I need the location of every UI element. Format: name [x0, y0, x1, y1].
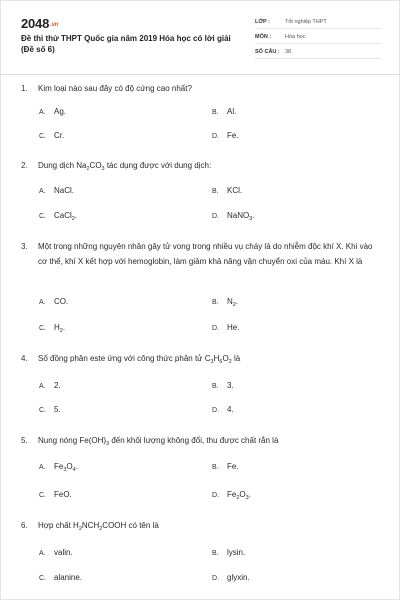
text-run: . — [75, 462, 78, 471]
option-letter: C. — [39, 325, 46, 332]
option-3a[interactable] — [39, 297, 68, 306]
question-number: 2. — [21, 161, 28, 170]
text-run: H — [54, 323, 60, 332]
subscript: 2 — [86, 166, 90, 172]
option-letter: C. — [39, 133, 46, 140]
exam-header — [1, 1, 399, 75]
question-stem — [21, 433, 381, 448]
option-letter: C. — [39, 213, 46, 220]
option-letter: C. — [39, 575, 46, 582]
option-letter: B. — [212, 464, 219, 471]
option-letter: D. — [212, 575, 219, 582]
question-3 — [21, 239, 381, 269]
option-letter: C. — [39, 492, 46, 499]
question-number: 5. — [21, 436, 28, 445]
question-stem — [21, 518, 381, 533]
question-text — [38, 351, 381, 366]
text-run: đến khối lượng không đổi, thu được chất rắn là — [109, 436, 279, 445]
text-run: FeO. — [54, 490, 72, 499]
text-run: Dung dịch Na — [38, 161, 87, 170]
question-text — [38, 433, 381, 448]
option-text — [54, 490, 72, 499]
option-2a[interactable] — [39, 186, 74, 195]
option-letter: B. — [212, 109, 219, 116]
question-1 — [21, 81, 381, 96]
question-2 — [21, 158, 381, 173]
option-letter: D. — [212, 492, 219, 499]
text-run: 5. — [54, 405, 61, 414]
question-stem — [21, 351, 381, 366]
option-letter: B. — [212, 383, 219, 390]
exam-title: Đề thi thử THPT Quốc gia năm 2019 Hóa học có lời giải (Đề số 6) — [21, 34, 231, 54]
text-run: Ag. — [54, 107, 67, 116]
option-6c[interactable] — [39, 573, 82, 582]
text-run: CO. — [54, 297, 69, 306]
option-2d[interactable] — [212, 211, 255, 220]
subscript: 2 — [71, 216, 75, 222]
subscript: 2 — [232, 302, 236, 308]
option-letter: A. — [39, 550, 46, 557]
option-6d[interactable] — [212, 573, 250, 582]
text-run: KCl. — [227, 186, 243, 195]
text-run: Nung nóng Fe(OH) — [38, 436, 107, 445]
option-letter: B. — [212, 188, 219, 195]
meta-row-subject — [255, 31, 381, 44]
option-text — [227, 490, 251, 499]
question-text — [38, 239, 381, 269]
text-run: Fe — [227, 490, 237, 499]
subscript: 3 — [249, 216, 253, 222]
option-letter: B. — [212, 550, 219, 557]
text-run: CaCl — [54, 211, 72, 220]
text-run: . — [62, 323, 66, 332]
option-text — [227, 323, 239, 332]
option-5c[interactable] — [39, 490, 72, 499]
subscript: 2 — [78, 526, 82, 532]
subscript: 2 — [236, 495, 240, 501]
question-number: 1. — [21, 84, 28, 93]
option-1a[interactable] — [39, 107, 66, 116]
option-letter: D. — [212, 325, 219, 332]
text-run: CO — [89, 161, 102, 170]
text-run: Cr. — [54, 131, 65, 140]
text-run: H — [213, 354, 220, 363]
option-text — [54, 107, 66, 116]
option-1d[interactable] — [212, 131, 239, 140]
exam-meta — [255, 16, 381, 61]
text-run: He. — [227, 323, 240, 332]
option-1c[interactable] — [39, 131, 64, 140]
text-run: . — [252, 211, 255, 220]
option-text — [227, 462, 239, 471]
option-letter: A. — [39, 383, 46, 390]
option-3b[interactable] — [212, 297, 238, 306]
subscript: 2 — [228, 359, 232, 365]
option-6b[interactable] — [212, 548, 245, 557]
option-text — [54, 462, 78, 471]
option-text — [54, 548, 73, 557]
question-number: 4. — [21, 354, 28, 363]
text-run: tác dụng được với dung dịch: — [104, 161, 212, 170]
text-run: Al. — [227, 107, 237, 116]
option-letter: D. — [212, 133, 219, 140]
option-4a[interactable] — [39, 381, 61, 390]
meta-row-class — [255, 16, 381, 29]
option-letter: C. — [39, 407, 46, 414]
text-run: lysin. — [227, 548, 246, 557]
option-1b[interactable] — [212, 107, 236, 116]
option-text — [227, 186, 242, 195]
option-3d[interactable] — [212, 323, 239, 332]
text-run: O — [66, 462, 73, 471]
text-run: 2. — [54, 381, 61, 390]
question-6 — [21, 518, 381, 533]
subscript: 3 — [63, 467, 67, 473]
logo-suffix: .vn — [50, 21, 59, 28]
text-run: Fe. — [227, 131, 239, 140]
text-run: valin. — [54, 548, 73, 557]
option-4d[interactable] — [212, 405, 234, 414]
meta-value: 38 — [285, 49, 292, 55]
subscript: 6 — [219, 359, 223, 365]
question-5 — [21, 433, 381, 448]
subscript: 2 — [99, 526, 103, 532]
text-run: . — [235, 297, 239, 306]
option-text — [227, 548, 245, 557]
meta-row-count — [255, 46, 381, 59]
option-letter: A. — [39, 188, 46, 195]
site-logo[interactable] — [21, 16, 58, 31]
text-run: NCH — [81, 521, 100, 530]
subscript: 3 — [101, 166, 105, 172]
text-run: Hợp chất H — [38, 521, 79, 530]
text-run: 3. — [227, 381, 234, 390]
option-letter: A. — [39, 109, 46, 116]
option-3c[interactable] — [39, 323, 65, 332]
subscript: 3 — [210, 359, 214, 365]
question-4 — [21, 351, 381, 366]
option-2b[interactable] — [212, 186, 242, 195]
option-4b[interactable] — [212, 381, 234, 390]
option-4c[interactable] — [39, 405, 61, 414]
subscript: 3 — [245, 495, 249, 501]
text-run: glyxin. — [227, 573, 250, 582]
option-text — [54, 573, 82, 582]
meta-label: LỚP : — [255, 19, 270, 25]
text-run: . — [248, 490, 251, 499]
text-run: . — [74, 211, 78, 220]
question-stem — [21, 81, 381, 96]
option-5a[interactable] — [39, 462, 78, 471]
question-text — [38, 518, 381, 533]
option-letter: A. — [39, 464, 46, 471]
meta-label: SỐ CÂU : — [255, 49, 280, 55]
text-run: Fe — [54, 462, 64, 471]
text-run: là — [231, 354, 241, 363]
logo-text: 2048 — [21, 16, 50, 31]
option-text — [54, 186, 74, 195]
option-5b[interactable] — [212, 462, 239, 471]
option-text — [54, 381, 61, 390]
text-run: Fe. — [227, 462, 239, 471]
subscript: 3 — [106, 441, 110, 447]
text-run: alanine. — [54, 573, 83, 582]
option-text — [227, 211, 255, 220]
option-2c[interactable] — [39, 211, 77, 220]
text-run: O — [239, 490, 246, 499]
option-text — [54, 131, 64, 140]
option-text — [227, 381, 234, 390]
text-run: N — [227, 297, 233, 306]
option-text — [227, 131, 239, 140]
question-stem — [21, 239, 381, 269]
question-number: 3. — [21, 242, 28, 251]
text-run: Kim loại nào sau đây có độ cứng cao nhất? — [38, 84, 192, 93]
option-5d[interactable] — [212, 490, 251, 499]
question-stem — [21, 158, 381, 173]
text-run: 4. — [227, 405, 234, 414]
text-run: NaNO — [227, 211, 250, 220]
option-6a[interactable] — [39, 548, 73, 557]
question-text — [38, 158, 381, 173]
option-text — [227, 573, 250, 582]
option-letter: A. — [39, 299, 46, 306]
option-letter: D. — [212, 407, 219, 414]
subscript: 4 — [72, 467, 76, 473]
option-text — [54, 211, 77, 220]
option-text — [54, 405, 61, 414]
option-letter: B. — [212, 299, 219, 306]
text-run: NaCl. — [54, 186, 75, 195]
text-run: Một trong những nguyên nhân gây tử vong trong nhiều vụ cháy là do nhiễm độc khí X. Khi vào cơ thể, khí X kết hợp với hemoglobin, làm giảm khả năng vận chuyển oxi của máu. Khí X là — [38, 242, 373, 266]
meta-value: Hóa học — [285, 34, 306, 40]
meta-value: Tốt nghiệp THPT — [285, 19, 327, 25]
option-text — [227, 297, 238, 306]
question-number: 6. — [21, 521, 28, 530]
meta-label: MÔN : — [255, 34, 272, 40]
text-run: COOH có tên là — [102, 521, 159, 530]
option-text — [227, 107, 236, 116]
option-letter: D. — [212, 213, 219, 220]
option-text — [227, 405, 234, 414]
question-text — [38, 81, 381, 96]
text-run: O — [222, 354, 229, 363]
option-text — [54, 323, 65, 332]
subscript: 2 — [59, 328, 63, 334]
option-text — [54, 297, 68, 306]
text-run: Số đồng phân este ứng với công thức phân tử C — [38, 354, 211, 363]
